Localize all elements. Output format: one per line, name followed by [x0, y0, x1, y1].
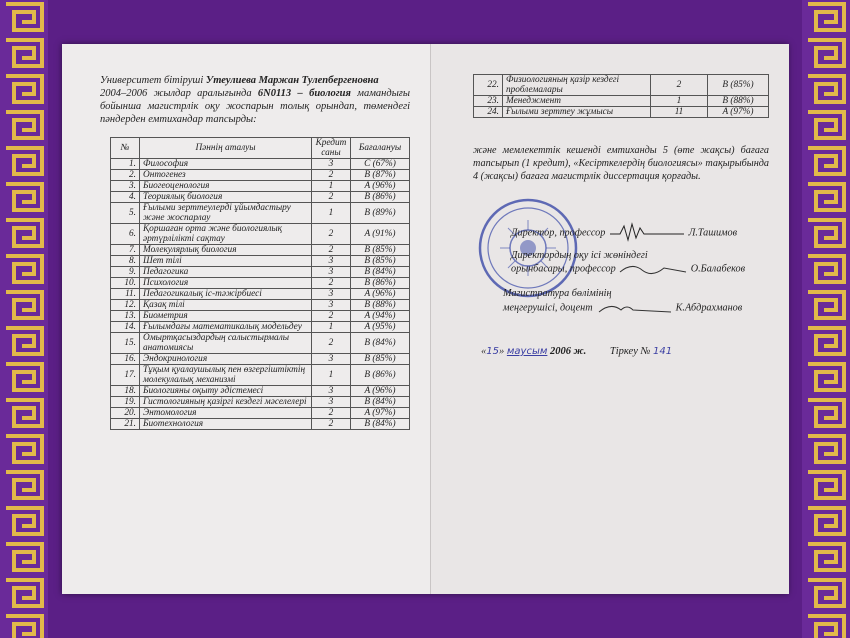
- intro-text-3: мамандығы бойынша магистрлік оқу жоспарын толық орындап, төмендегі пəндерден емтихандар тапсырды:: [100, 88, 411, 125]
- table-row: [111, 170, 410, 181]
- row-number: 7.: [111, 245, 140, 256]
- row-credit: 2: [312, 408, 351, 419]
- row-number: 22.: [474, 75, 503, 96]
- row-subject: Биометрия: [140, 311, 312, 322]
- intro-text-2: 2004–2006 жылдар аралығында: [100, 88, 252, 99]
- table-row: [111, 419, 410, 430]
- vice-director-signature-line-2: [511, 262, 745, 276]
- row-subject: Психология: [140, 278, 312, 289]
- row-number: 19.: [111, 397, 140, 408]
- director-name: Л.Ташимов: [688, 227, 738, 239]
- handwritten-signature-1: [608, 222, 686, 244]
- row-credit: 1: [312, 322, 351, 333]
- row-number: 1.: [111, 159, 140, 170]
- row-grade: A (96%): [351, 386, 410, 397]
- table-row: [111, 354, 410, 365]
- row-credit: 11: [651, 107, 708, 118]
- dept-head-role-2: меңгерушісі, доцент: [503, 302, 593, 314]
- graduate-name: Утеулиева Маржан Тулепбергеновна: [205, 75, 379, 86]
- row-grade: B (87%): [351, 170, 410, 181]
- row-grade: B (88%): [351, 300, 410, 311]
- registration-label: Тіркеу №: [609, 346, 651, 357]
- row-number: 10.: [111, 278, 140, 289]
- row-subject: Онтогенез: [140, 170, 312, 181]
- row-credit: 2: [312, 192, 351, 203]
- row-number: 12.: [111, 300, 140, 311]
- row-grade: B (84%): [351, 267, 410, 278]
- row-credit: 3: [312, 354, 351, 365]
- row-credit: 3: [312, 386, 351, 397]
- row-grade: A (97%): [708, 107, 769, 118]
- director-role: Директор, профессор: [511, 227, 606, 239]
- vice-director-signature-line: [511, 250, 648, 261]
- dept-head-signature-line: [503, 288, 612, 299]
- table-row: [111, 181, 410, 192]
- row-number: 4.: [111, 192, 140, 203]
- row-grade: A (97%): [351, 408, 410, 419]
- row-subject: Философия: [140, 159, 312, 170]
- table-row: [111, 224, 410, 245]
- left-page: [62, 44, 430, 594]
- row-subject: Молекулярлық биология: [140, 245, 312, 256]
- row-subject: Менеджмент: [503, 96, 651, 107]
- row-grade: B (85%): [351, 354, 410, 365]
- row-grade: A (95%): [351, 322, 410, 333]
- row-subject: Физиологияның қазір кездегі проблемалары: [503, 75, 651, 96]
- row-subject: Ғылыми зерттеулерді ұйымдастыру және жоспарлау: [140, 203, 312, 224]
- col-number-header: №: [111, 138, 140, 159]
- row-number: 6.: [111, 224, 140, 245]
- table-row: [474, 107, 769, 118]
- row-grade: B (86%): [351, 365, 410, 386]
- table-row: [111, 278, 410, 289]
- row-grade: A (91%): [351, 224, 410, 245]
- table-row: [111, 203, 410, 224]
- row-credit: 1: [312, 203, 351, 224]
- row-credit: 2: [312, 245, 351, 256]
- handwritten-signature-2: [618, 262, 688, 276]
- row-credit: 1: [651, 96, 708, 107]
- row-grade: B (84%): [351, 333, 410, 354]
- row-number: 8.: [111, 256, 140, 267]
- table-row: [111, 267, 410, 278]
- table-row: [111, 245, 410, 256]
- intro-paragraph: [100, 74, 410, 126]
- row-grade: B (88%): [708, 96, 769, 107]
- row-subject: Омыртқасыздардың салыстырмалы анатомиясы: [140, 333, 312, 354]
- row-number: 3.: [111, 181, 140, 192]
- row-subject: Биогеоценология: [140, 181, 312, 192]
- row-credit: 2: [312, 333, 351, 354]
- row-grade: A (96%): [351, 289, 410, 300]
- vice-director-name: О.Балабеков: [690, 263, 745, 275]
- row-grade: C (67%): [351, 159, 410, 170]
- dept-head-name: К.Абдрахманов: [675, 302, 743, 314]
- row-grade: B (89%): [351, 203, 410, 224]
- row-subject: Шет тілі: [140, 256, 312, 267]
- row-number: 20.: [111, 408, 140, 419]
- grades-table-left: [110, 137, 410, 430]
- row-grade: B (85%): [351, 245, 410, 256]
- row-subject: Педагогика: [140, 267, 312, 278]
- table-row: [111, 256, 410, 267]
- table-row: [111, 192, 410, 203]
- row-number: 13.: [111, 311, 140, 322]
- table-row: [474, 96, 769, 107]
- table-row: [111, 322, 410, 333]
- table-row: [111, 397, 410, 408]
- date-month: маусым: [506, 346, 548, 357]
- row-credit: 3: [312, 300, 351, 311]
- row-grade: B (85%): [351, 256, 410, 267]
- row-subject: Гистологияның қазіргі кездегі мәселелері: [140, 397, 312, 408]
- row-subject: Педагогикалық іс-тәжірбиесі: [140, 289, 312, 300]
- row-credit: 3: [312, 289, 351, 300]
- row-subject: Теориялық биология: [140, 192, 312, 203]
- table-row: [111, 408, 410, 419]
- row-credit: 2: [312, 224, 351, 245]
- table-row: [111, 311, 410, 322]
- row-grade: A (96%): [351, 181, 410, 192]
- row-credit: 3: [312, 267, 351, 278]
- row-number: 2.: [111, 170, 140, 181]
- row-number: 15.: [111, 333, 140, 354]
- table-row: [111, 386, 410, 397]
- row-subject: Эндокринология: [140, 354, 312, 365]
- registration-number: 141: [653, 346, 673, 357]
- greek-key-border-right: [802, 0, 850, 638]
- row-subject: Ғылымдағы математикалық модельдеу: [140, 322, 312, 333]
- table-row: [111, 289, 410, 300]
- row-number: 5.: [111, 203, 140, 224]
- handwritten-signature-3: [595, 300, 673, 316]
- row-credit: 3: [312, 256, 351, 267]
- row-credit: 3: [312, 397, 351, 408]
- table-row: [474, 75, 769, 96]
- row-credit: 2: [651, 75, 708, 96]
- row-credit: 1: [312, 365, 351, 386]
- row-number: 17.: [111, 365, 140, 386]
- table-row: [111, 159, 410, 170]
- row-grade: B (84%): [351, 397, 410, 408]
- greek-key-border-left: [0, 0, 48, 638]
- row-subject: Биотехнология: [140, 419, 312, 430]
- director-signature-line: [511, 222, 737, 244]
- row-number: 24.: [474, 107, 503, 118]
- grades-table-right: [473, 74, 769, 118]
- row-number: 9.: [111, 267, 140, 278]
- vice-director-role-1: Директордың оқу ісі жөніндегі: [511, 250, 648, 261]
- row-subject: Ғылыми зерттеу жұмысы: [503, 107, 651, 118]
- row-credit: 2: [312, 170, 351, 181]
- row-credit: 2: [312, 278, 351, 289]
- table-header-row: [111, 138, 410, 159]
- row-number: 23.: [474, 96, 503, 107]
- table-row: [111, 333, 410, 354]
- row-subject: Қоршаған орта және биологиялық әртүрлілікті сақтау: [140, 224, 312, 245]
- table-row: [111, 365, 410, 386]
- row-number: 14.: [111, 322, 140, 333]
- row-subject: Қазақ тілі: [140, 300, 312, 311]
- dept-head-role-1: Магистратура бөлімінің: [503, 288, 612, 299]
- specialty-name: – биология: [297, 88, 351, 99]
- official-seal-stamp: [476, 196, 580, 300]
- row-grade: A (94%): [351, 311, 410, 322]
- date-year: 2006 ж.: [550, 346, 587, 357]
- row-subject: Тұқым қуалаушылық пен өзгергіштіктің молекулалық механизмі: [140, 365, 312, 386]
- issue-date-line: «15» маусым 2006 ж. Тіркеу № 141: [481, 346, 673, 357]
- row-credit: 1: [312, 181, 351, 192]
- row-credit: 3: [312, 159, 351, 170]
- col-grade-header: Бағалануы: [351, 138, 410, 159]
- col-credit-header: Кредит саны: [312, 138, 351, 159]
- row-credit: 2: [312, 311, 351, 322]
- dept-head-signature-line-2: [503, 300, 742, 316]
- vice-director-role-2: орынбасары, профессор: [511, 263, 616, 275]
- row-grade: B (85%): [708, 75, 769, 96]
- row-subject: Биологияны оқыту әдістемесі: [140, 386, 312, 397]
- row-number: 11.: [111, 289, 140, 300]
- row-number: 16.: [111, 354, 140, 365]
- col-subject-header: Пәннің аталуы: [140, 138, 312, 159]
- row-grade: B (84%): [351, 419, 410, 430]
- date-day: 15: [486, 346, 499, 357]
- table-row: [111, 300, 410, 311]
- intro-text-1: Университет бітіруші: [100, 75, 204, 86]
- row-credit: 2: [312, 419, 351, 430]
- row-subject: Энтомология: [140, 408, 312, 419]
- right-page: [430, 44, 789, 594]
- specialty-code: 6N0113: [257, 88, 292, 99]
- row-grade: B (86%): [351, 278, 410, 289]
- row-grade: B (86%): [351, 192, 410, 203]
- conclusion-paragraph: және мемлекеттік кешенді емтиханды 5 (өте жақсы) бағага тапсырып (1 кредит), «Кесірткелердің биологиясы» тақырыбында 4 (жақсы) бағага магистрлік диссертация қорғады.: [473, 145, 769, 182]
- diploma-supplement-photo: [62, 44, 788, 594]
- row-number: 18.: [111, 386, 140, 397]
- row-number: 21.: [111, 419, 140, 430]
